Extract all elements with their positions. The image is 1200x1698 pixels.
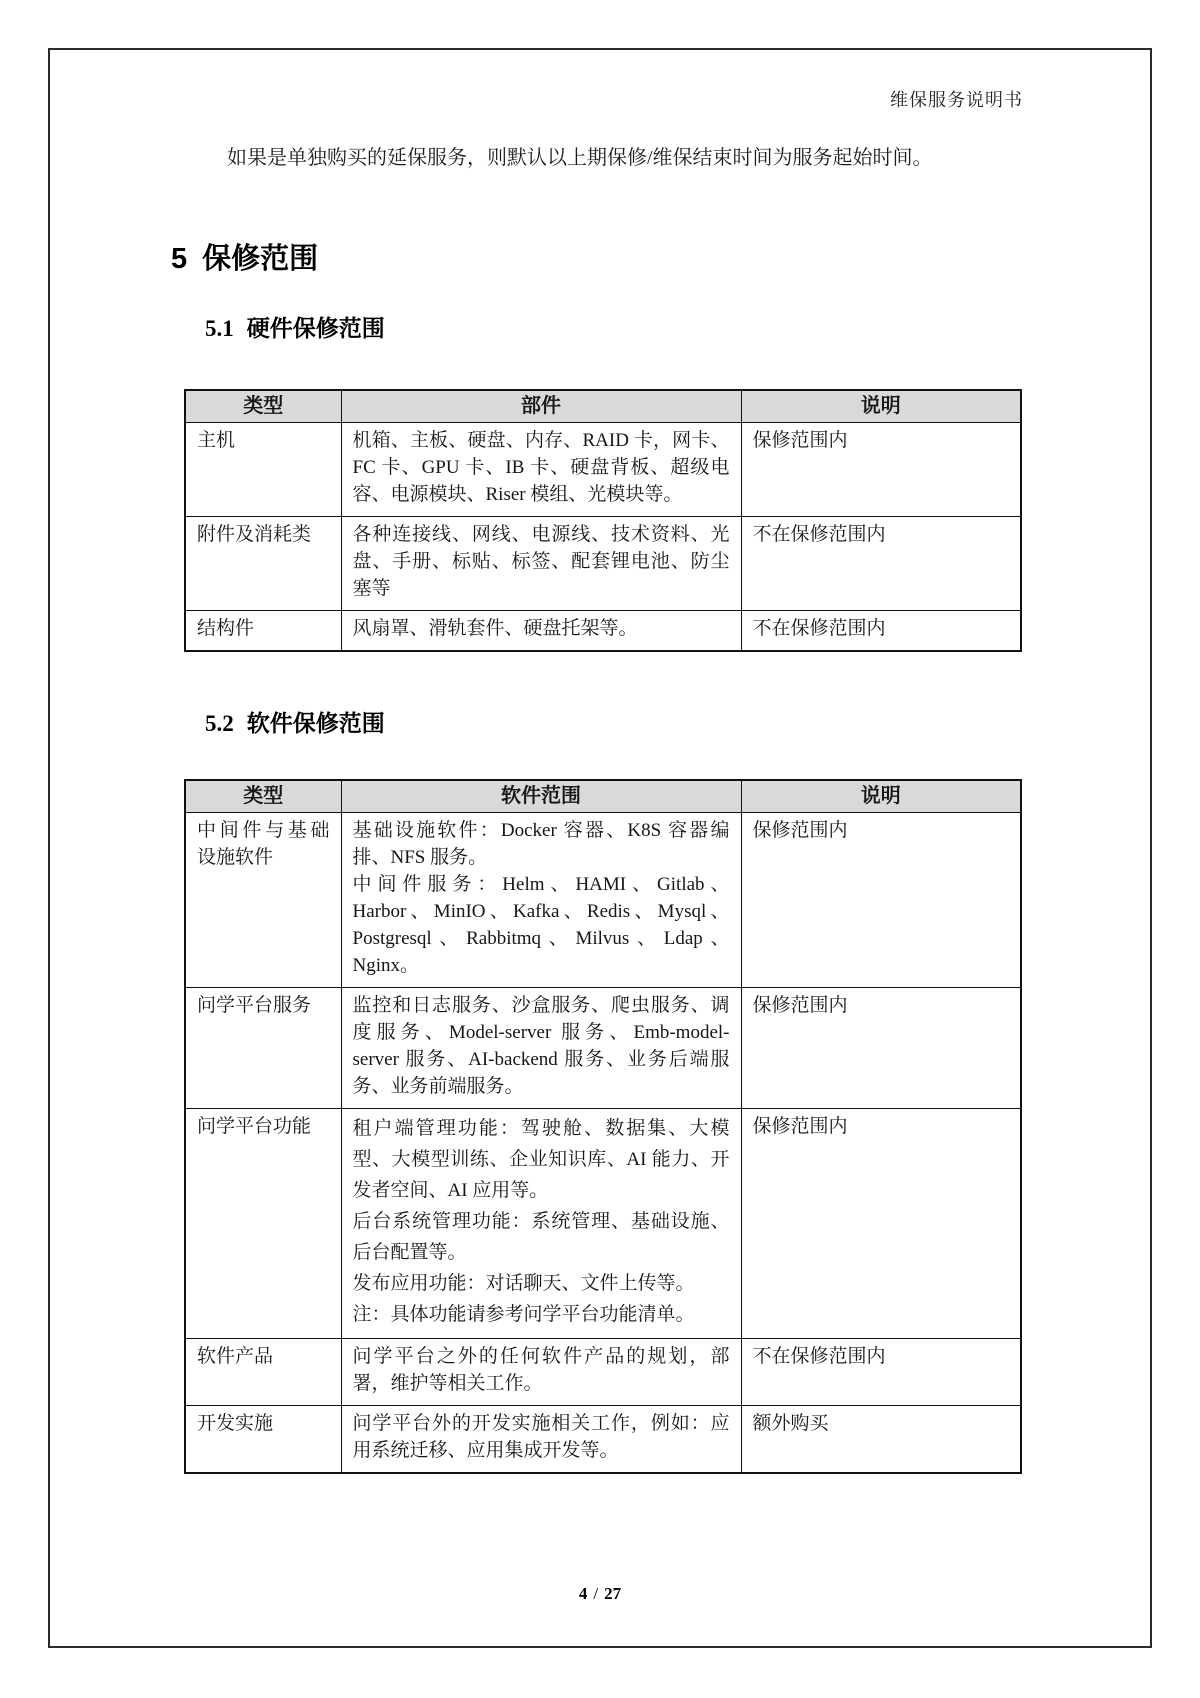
section-5-2-title: 软件保修范围 xyxy=(246,710,385,736)
header-cell-type: 类型 xyxy=(185,390,341,423)
header-cell-type: 类型 xyxy=(185,780,341,813)
content-line: 注：具体功能请参考问学平台功能清单。 xyxy=(352,1304,695,1325)
content-line: 基础设施软件：Docker 容器、K8S 容器编排、NFS 服务。 xyxy=(352,820,730,868)
table-row-host xyxy=(185,423,1021,517)
section-5-2-heading xyxy=(205,705,385,738)
hardware-warranty-table xyxy=(184,389,1022,652)
row-content-cell xyxy=(341,988,741,1109)
content-line: 监控和日志服务、沙盒服务、爬虫服务、调度服务、Model-server 服务、Emb-model-server 服务、AI-backend 服务、业务后端服务、业务前端服务。 xyxy=(352,995,730,1097)
row-content-cell: 风扇罩、滑轨套件、硬盘托架等。 xyxy=(341,611,741,652)
header-cell-scope: 软件范围 xyxy=(341,780,741,813)
table-row-platform-services xyxy=(185,988,1021,1109)
row-note-cell: 不在保修范围内 xyxy=(741,611,1021,652)
content-line: 发布应用功能：对话聊天、文件上传等。 xyxy=(352,1273,695,1294)
row-note-cell: 额外购买 xyxy=(741,1406,1021,1474)
row-note-cell: 保修范围内 xyxy=(741,1109,1021,1339)
row-type-cell: 开发实施 xyxy=(185,1406,341,1474)
header-cell-parts: 部件 xyxy=(341,390,741,423)
software-warranty-table xyxy=(184,779,1022,1474)
content-line: 中间件服务：Helm、HAMI、Gitlab、Harbor、MinIO、Kafka、Redis、Mysql、Postgresql、Rabbitmq、Milvus、Ldap、Nginx。 xyxy=(352,874,730,976)
page-number-current: 4 xyxy=(578,1584,588,1603)
page-number xyxy=(50,1584,1150,1604)
section-5-1-title: 硬件保修范围 xyxy=(246,315,385,341)
row-type-cell: 主机 xyxy=(185,423,341,517)
section-5-title: 保修范围 xyxy=(202,243,319,275)
header-cell-note: 说明 xyxy=(741,780,1021,813)
table-row-middleware xyxy=(185,813,1021,988)
row-note-cell: 保修范围内 xyxy=(741,423,1021,517)
software-table-header-row xyxy=(185,780,1021,813)
page-number-total: 27 xyxy=(604,1584,622,1603)
row-note-cell: 保修范围内 xyxy=(741,813,1021,988)
row-type-cell: 结构件 xyxy=(185,611,341,652)
row-content-cell xyxy=(341,1406,741,1474)
section-5-1-heading xyxy=(205,310,385,343)
page-number-separator: / xyxy=(593,1584,599,1603)
row-type-cell: 软件产品 xyxy=(185,1339,341,1406)
content-line: 租户端管理功能：驾驶舱、数据集、大模型、大模型训练、企业知识库、AI 能力、开发者空间、AI 应用等。 xyxy=(352,1118,730,1201)
hardware-table-header-row xyxy=(185,390,1021,423)
content-line: 问学平台之外的任何软件产品的规划，部署，维护等相关工作。 xyxy=(352,1346,730,1394)
table-row-platform-functions xyxy=(185,1109,1021,1339)
page-border-frame xyxy=(48,48,1152,1648)
row-note-cell: 不在保修范围内 xyxy=(741,517,1021,611)
section-5-heading xyxy=(171,236,318,277)
running-header: 维保服务说明书 xyxy=(890,90,1023,110)
header-cell-note: 说明 xyxy=(741,390,1021,423)
content-line: 问学平台外的开发实施相关工作，例如：应用系统迁移、应用集成开发等。 xyxy=(352,1413,730,1461)
section-5-number: 5 xyxy=(171,243,188,275)
row-content-cell: 机箱、主板、硬盘、内存、RAID 卡，网卡、FC 卡、GPU 卡、IB 卡、硬盘背板、超级电容、电源模块、Riser 模组、光模块等。 xyxy=(341,423,741,517)
table-row-software-products xyxy=(185,1339,1021,1406)
section-5-2-number: 5.2 xyxy=(205,711,234,736)
row-note-cell: 保修范围内 xyxy=(741,988,1021,1109)
row-content-cell xyxy=(341,1339,741,1406)
table-row-accessories xyxy=(185,517,1021,611)
intro-paragraph: 如果是单独购买的延保服务，则默认以上期保修/维保结束时间为服务起始时间。 xyxy=(227,147,933,169)
row-type-cell: 附件及消耗类 xyxy=(185,517,341,611)
row-type-cell: 问学平台功能 xyxy=(185,1109,341,1339)
table-row-structural xyxy=(185,611,1021,652)
row-type-cell: 问学平台服务 xyxy=(185,988,341,1109)
row-type-cell: 中间件与基础设施软件 xyxy=(185,813,341,988)
content-line: 后台系统管理功能：系统管理、基础设施、后台配置等。 xyxy=(352,1211,730,1263)
row-content-cell: 各种连接线、网线、电源线、技术资料、光盘、手册、标贴、标签、配套锂电池、防尘塞等 xyxy=(341,517,741,611)
row-note-cell: 不在保修范围内 xyxy=(741,1339,1021,1406)
row-content-cell xyxy=(341,1109,741,1339)
row-content-cell xyxy=(341,813,741,988)
section-5-1-number: 5.1 xyxy=(205,316,234,341)
table-row-dev-implementation xyxy=(185,1406,1021,1474)
